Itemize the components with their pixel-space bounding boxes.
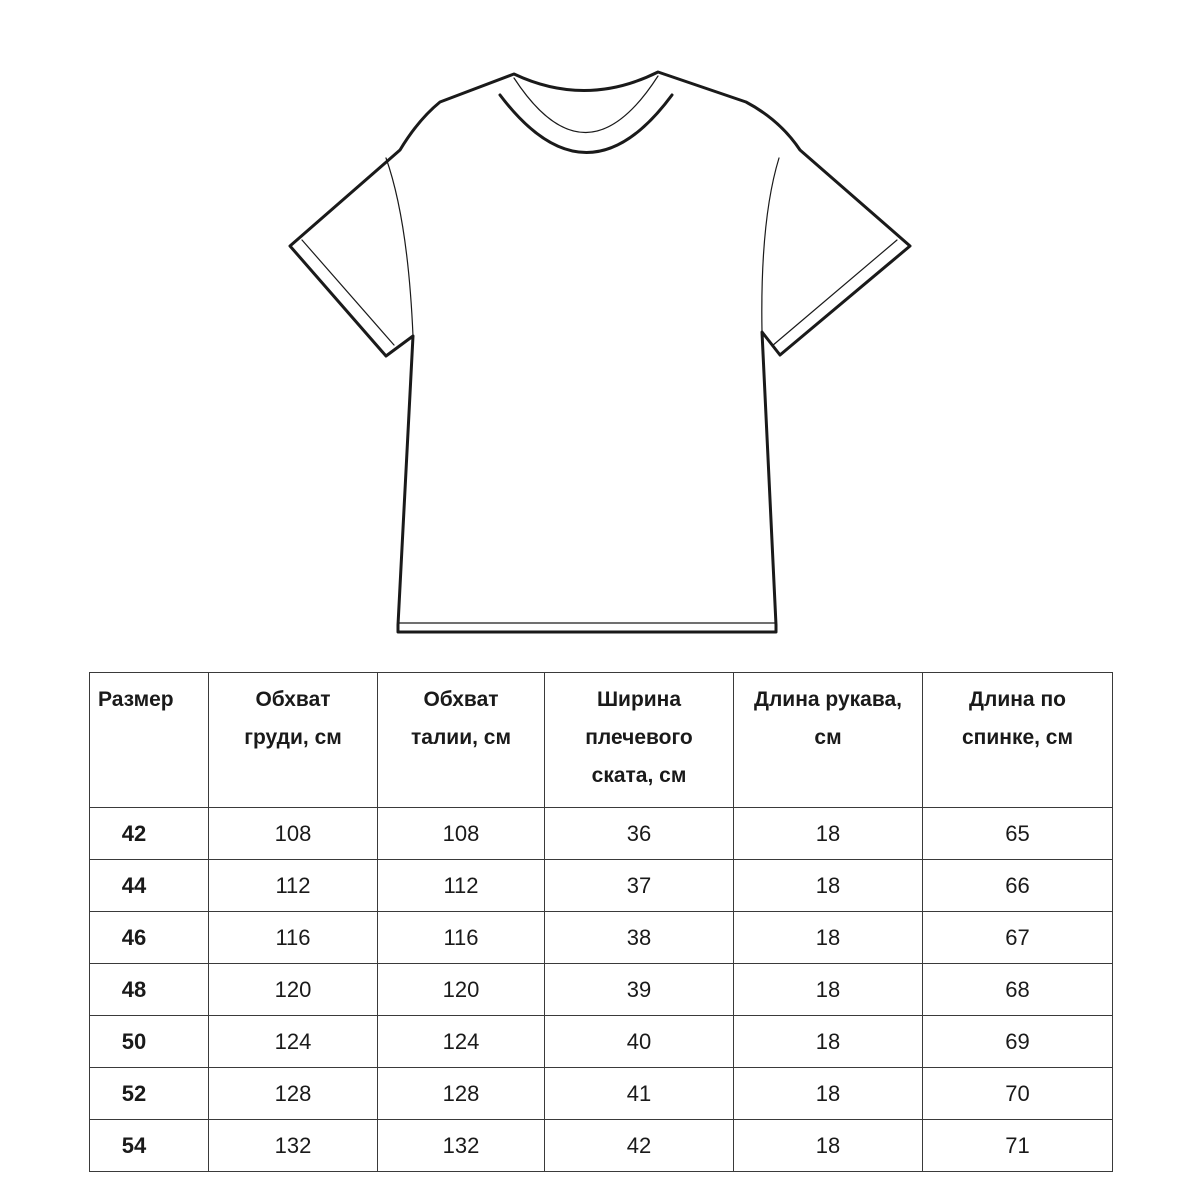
collar-rib-line — [514, 76, 658, 133]
cell-waist: 112 — [378, 860, 545, 912]
cell-chest: 108 — [209, 808, 378, 860]
header-back-length: Длина по спинке, см — [923, 673, 1113, 808]
cell-back-length: 67 — [923, 912, 1113, 964]
cell-shoulder-width: 41 — [545, 1068, 734, 1120]
cell-chest: 132 — [209, 1120, 378, 1172]
header-chest: Обхват груди, см — [209, 673, 378, 808]
cell-size: 48 — [90, 964, 209, 1016]
cell-size: 50 — [90, 1016, 209, 1068]
cell-chest: 124 — [209, 1016, 378, 1068]
header-size: Размер — [90, 673, 209, 808]
cell-waist: 108 — [378, 808, 545, 860]
cell-waist: 132 — [378, 1120, 545, 1172]
cell-waist: 124 — [378, 1016, 545, 1068]
left-sleeve-cuff — [302, 240, 394, 345]
cell-chest: 120 — [209, 964, 378, 1016]
header-shoulder-width: Ширина плечевого ската, см — [545, 673, 734, 808]
cell-back-length: 66 — [923, 860, 1113, 912]
tshirt-outline — [290, 72, 910, 632]
cell-shoulder-width: 42 — [545, 1120, 734, 1172]
table-row — [90, 860, 1113, 912]
cell-chest: 128 — [209, 1068, 378, 1120]
header-sleeve-length: Длина рукава, см — [734, 673, 923, 808]
size-chart-table — [89, 672, 1113, 1172]
cell-shoulder-width: 40 — [545, 1016, 734, 1068]
cell-sleeve-length: 18 — [734, 860, 923, 912]
cell-size: 46 — [90, 912, 209, 964]
cell-size: 52 — [90, 1068, 209, 1120]
cell-sleeve-length: 18 — [734, 1016, 923, 1068]
table-header-row — [90, 673, 1113, 808]
cell-size: 42 — [90, 808, 209, 860]
cell-shoulder-width: 37 — [545, 860, 734, 912]
table-row — [90, 1016, 1113, 1068]
right-sleeve-cuff — [772, 240, 897, 346]
cell-sleeve-length: 18 — [734, 1068, 923, 1120]
cell-size: 54 — [90, 1120, 209, 1172]
cell-waist: 116 — [378, 912, 545, 964]
collar-inner-line — [500, 95, 672, 153]
cell-sleeve-length: 18 — [734, 964, 923, 1016]
header-waist: Обхват талии, см — [378, 673, 545, 808]
cell-back-length: 69 — [923, 1016, 1113, 1068]
cell-back-length: 70 — [923, 1068, 1113, 1120]
left-armhole-seam — [386, 158, 413, 336]
cell-back-length: 65 — [923, 808, 1113, 860]
cell-sleeve-length: 18 — [734, 912, 923, 964]
cell-chest: 112 — [209, 860, 378, 912]
table-row — [90, 964, 1113, 1016]
right-armhole-seam — [762, 158, 779, 332]
table-row — [90, 1120, 1113, 1172]
cell-waist: 120 — [378, 964, 545, 1016]
cell-size: 44 — [90, 860, 209, 912]
cell-back-length: 68 — [923, 964, 1113, 1016]
cell-sleeve-length: 18 — [734, 1120, 923, 1172]
cell-shoulder-width: 39 — [545, 964, 734, 1016]
cell-shoulder-width: 38 — [545, 912, 734, 964]
cell-chest: 116 — [209, 912, 378, 964]
cell-shoulder-width: 36 — [545, 808, 734, 860]
cell-waist: 128 — [378, 1068, 545, 1120]
table-row — [90, 1068, 1113, 1120]
cell-back-length: 71 — [923, 1120, 1113, 1172]
table-row — [90, 912, 1113, 964]
table-row — [90, 808, 1113, 860]
cell-sleeve-length: 18 — [734, 808, 923, 860]
